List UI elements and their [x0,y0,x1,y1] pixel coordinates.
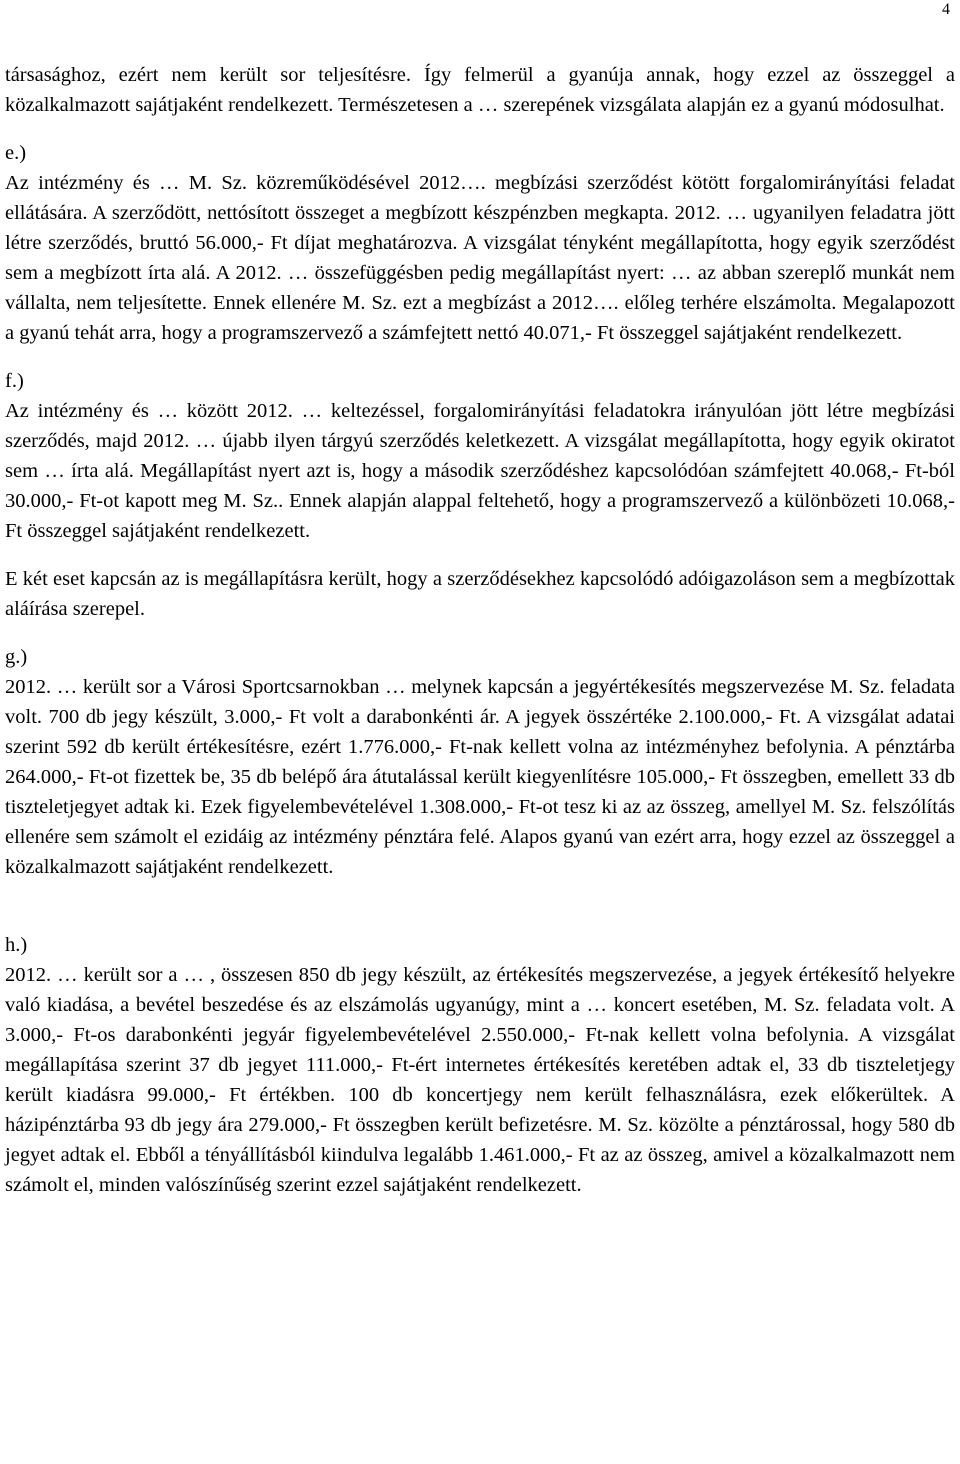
section-f-label: f.) [5,370,24,392]
page-number: 4 [942,1,950,18]
section-g-label: g.) [5,646,28,668]
summary-paragraph: E két eset kapcsán az is megállapításra került, hogy a szerződésekhez kapcsolódó adóigazoláson sem a megbízottak aláírása szerepel. [5,568,955,620]
document-body [5,60,955,1200]
section-g-paragraph: 2012. … került sor a Városi Sportcsarnokban … melynek kapcsán a jegyértékesítés megszervezése M. Sz. feladata volt. 700 db jegy készült, 3.000,- Ft volt a darabonkénti ár. A jegyek összértéke 2.100.000,- Ft. A vizsgálat adatai szerint 592 db került értékesítésre, ezért 1.776.000,- Ft-nak kellett volna az intézményhez befolynia. A pénztárba 264.000,- Ft-ot fizettek be, 35 db belépő ára átutalással került kiegyenlítésre 105.000,- Ft összegben, emellett 33 db tiszteletjegyet adtak ki. Ezek figyelembevételével 1.308.000,- Ft-ot tesz ki az az összeg, amellyel M. Sz. felszólítás ellenére sem számolt el ezidáig az intézmény pénztára felé. Alapos gyanú van ezért arra, hogy ezzel az összeggel a közalkalmazott sajátjaként rendelkezett. [5,676,955,878]
section-e-label: e.) [5,142,27,164]
section-f-paragraph: Az intézmény és … között 2012. … keltezéssel, forgalomirányítási feladatokra irányulóan jött létre megbízási szerződés, majd 2012. … újabb ilyen tárgyú szerződés keletkezett. A vizsgálat megállapította, hogy egyik okiratot sem … írta alá. Megállapítást nyert azt is, hogy a második szerződéshez kapcsolódóan számfejtett 40.068,- Ft-ból 30.000,- Ft-ot kapott meg M. Sz.. Ennek alapján alappal feltehető, hogy a programszervező a különbözeti 10.068,- Ft összeggel sajátjaként rendelkezett. [5,400,955,542]
section-h-paragraph: 2012. … került sor a … , összesen 850 db jegy készült, az értékesítés megszervezése, a jegyek értékesítő helyekre való kiadása, a bevétel beszedése és az elszámolás ugyanúgy, mint a … koncert esetében, M. Sz. feladata volt. A 3.000,- Ft-os darabonkénti jegyár figyelembevételével 2.550.000,- Ft-nak kellett volna befolynia. A vizsgálat megállapítása szerint 37 db jegyet 111.000,- Ft-ért internetes értékesítés keretében adtak el, 33 db tiszteletjegy került kiadásra 99.000,- Ft értékben. 100 db koncertjegy nem került felhasználásra, ezek előkerültek. A házipénztárba 93 db jegy ára 279.000,- Ft összegben került befizetésre. M. Sz. közölte a pénztárossal, hogy 580 db jegyet adtak el. Ebből a tényállításból kiindulva legalább 1.461.000,- Ft az az összeg, amivel a közalkalmazott nem számolt el, minden valószínűség szerint ezzel sajátjaként rendelkezett. [5,964,955,1196]
section-e-paragraph: Az intézmény és … M. Sz. közreműködésével 2012…. megbízási szerződést kötött forgalomirányítási feladat ellátására. A szerződött, nettósított összeget a megbízott készpénzben megkapta. 2012. … ugyanilyen feladatra jött létre szerződés, bruttó 56.000,- Ft díjat meghatározva. A vizsgálat tényként megállapította, hogy egyik szerződést sem a megbízott írta alá. A 2012. … összefüggésben pedig megállapítást nyert: … az abban szereplő munkát nem vállalta, nem teljesítette. Ennek ellenére M. Sz. ezt a megbízást a 2012…. előleg terhére elszámolta. Megalapozott a gyanú tehát arra, hogy a programszervező a számfejtett nettó 40.071,- Ft összeggel sajátjaként rendelkezett. [5,172,955,344]
section-h-label: h.) [5,934,28,956]
intro-paragraph: társasághoz, ezért nem került sor teljesítésre. Így felmerül a gyanúja annak, hogy ezzel az összeggel a közalkalmazott sajátjaként rendelkezett. Természetesen a … szerepének vizsgálata alapján ez a gyanú módosulhat. [5,64,955,116]
